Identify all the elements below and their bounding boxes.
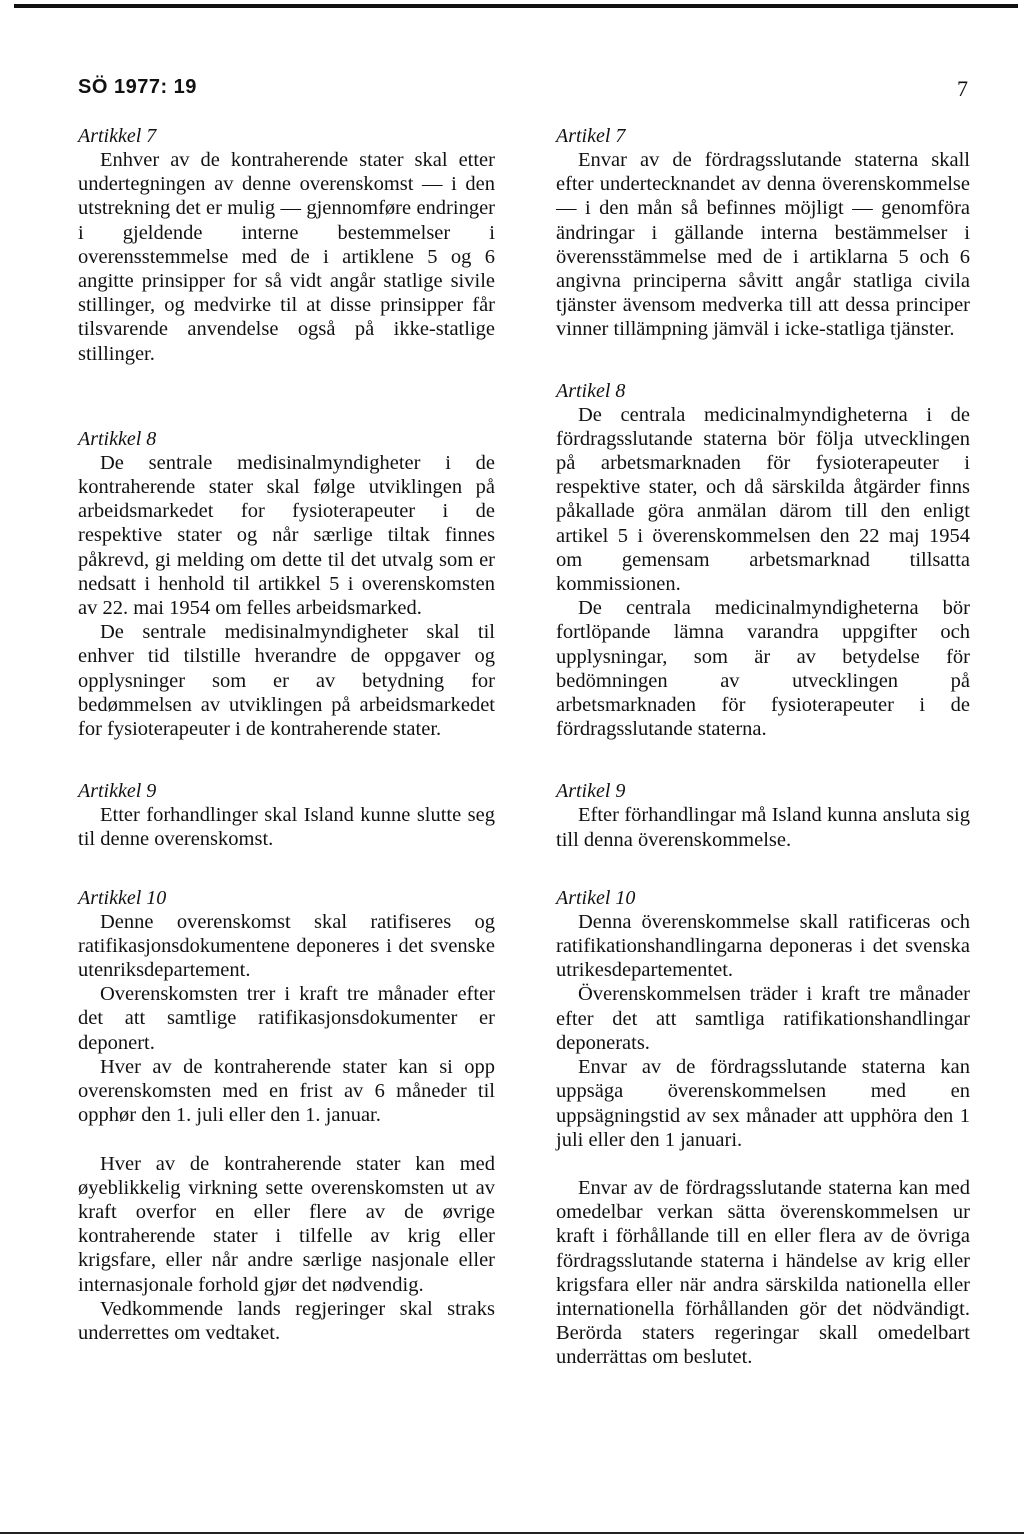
article-7-no (78, 124, 495, 366)
article-paragraph: Vedkommende lands regjeringer skal straks underrettes om vedtaket. (78, 1297, 495, 1344)
article-heading: Artikel 7 (556, 125, 626, 147)
article-paragraph: Hver av de kontraherende stater kan si opp overenskomsten med en frist av 6 måneder til opphør den 1. juli eller den 1. januar. (78, 1055, 495, 1127)
article-paragraph: Överenskommelsen träder i kraft tre månader efter det att samtliga ratifikationshandlingar deponerats. (556, 983, 970, 1054)
article-8-no (78, 427, 495, 741)
article-9-no (78, 779, 495, 851)
bottom-rule (0, 1532, 1024, 1534)
article-paragraph: Envar av de fördragsslutande staterna kan med omedelbar verkan sätta överenskommelsen ur kraft i förhållande till en eller flera av de övriga fördragsslutande staterna i händelse av krig eller krigsfara eller när andra särskilda nationella eller internationella förhållanden gör det nödvändigt. Berörda staters regeringar skall omedelbart underrättas om beslutet. (556, 1176, 970, 1369)
article-paragraph: Envar av de fördragsslutande staterna kan uppsäga överenskommelsen med en uppsägningstid av sex månader att upphöra den 1 juli eller den 1 januari. (556, 1056, 970, 1151)
article-paragraph: De sentrale medisinalmyndigheter skal til enhver tid tilstille hverandre de oppgaver og opplysninger som er av betydning for bedømmelsen av utviklingen på arbeidsmarkedet for fysioterapeuter i de kontraherende stater. (78, 621, 495, 741)
article-paragraph: Denna överenskommelse skall ratificeras och ratifikationshandlingarna deponeras i det svenska utrikesdepartementet. (556, 910, 970, 982)
article-paragraph: De centrala medicinalmyndigheterna bör fortlöpande lämna varandra uppgifter och upplysningar, som är av betydelse för bedömningen av utvecklingen på arbetsmarknaden för fysioterapeuter i de fördragsslutande staterna. (556, 597, 970, 741)
article-paragraph: Denne overenskomst skal ratifiseres og ratifikasjonsdokumentene deponeres i det svenske utenriksdepartement. (78, 910, 495, 982)
article-heading: Artikel 10 (556, 886, 636, 909)
article-heading: Artikkel 9 (78, 780, 157, 803)
article-heading: Artikkel 10 (78, 886, 167, 909)
article-heading: Artikkel 8 (78, 427, 157, 450)
document-series: SÖ 1977: 19 (78, 76, 197, 98)
article-paragraph: Envar av de fördragsslutande staterna skall efter undertecknandet av denna överenskommelse — i den mån så befinnes möjligt — genomföra ändringar i gällande interna bestämmelser i överensstämmelse med de i artiklarna 5 och 6 angivna principerna såvitt angår statliga civila tjänster ävensom medverka till att dessa principer vinner tillämpning jämväl i icke-statliga tjänster. (556, 149, 970, 341)
article-paragraph: Hver av de kontraherende stater kan med øyeblikkelig virkning sette overenskomsten ut av kraft overfor en eller flere av de øvrige kontraherende stater i tilfelle av krig eller krigsfare, eller når andre særlige nasjonale eller internasjonale forhold gjør det nødvendig. (78, 1152, 495, 1296)
top-rule (14, 4, 1018, 8)
swedish-column (556, 124, 970, 1370)
article-8-sv (556, 379, 970, 742)
article-paragraph: Etter forhandlinger skal Island kunne slutte seg til denne overenskomst. (78, 804, 495, 851)
page-number: 7 (957, 76, 968, 101)
article-heading: Artikel 9 (556, 780, 626, 803)
article-paragraph: De centrala medicinalmyndigheterna i de fördragsslutande staterna bör följa utvecklingen på arbetsmarknaden för fysioterapeuter i respektive stater, och då särskilda åtgärder finns påkallade göra anmälan därom till den enligt artikel 5 i överenskommelsen den 22 maj 1954 om gemensam arbetsmarknad tillsatta kommissionen. (556, 403, 970, 596)
article-9-sv (556, 779, 970, 851)
article-paragraph: Overenskomsten trer i kraft tre månader efter det att samtlige ratifikasjonsdokumenter er deponert. (78, 983, 495, 1054)
article-paragraph: Efter förhandlingar må Island kunna ansluta sig till denna överenskommelse. (556, 804, 970, 851)
article-heading: Artikkel 7 (78, 125, 157, 147)
article-paragraph: De sentrale medisinalmyndigheter i de kontraherende stater skal følge utviklingen på arbeidsmarkedet for fysioterapeuter i de respektive stater og når særlige tiltak finnes påkrevd, gi melding om dette til det utvalg som er nedsatt i henhold til artikkel 5 i overenskomsten av 22. mai 1954 om felles arbeidsmarked. (78, 451, 495, 620)
article-heading: Artikel 8 (556, 379, 626, 402)
article-10-no (78, 886, 495, 1345)
article-7-sv (556, 124, 970, 342)
article-paragraph: Enhver av de kontraherende stater skal etter undertegningen av denne overenskomst — i den utstrekning det er mulig — gjennomføre endringer i gjeldende interne bestemmelser i overensstemmelse med de i artiklene 5 og 6 angitte prinsipper for så vidt angår statlige sivile stillinger, og medvirke til at disse prinsipper får tilsvarende anvendelse også på ikke-statlige stillinger. (78, 149, 495, 365)
norwegian-column (78, 124, 495, 1345)
article-10-sv (556, 886, 970, 1370)
